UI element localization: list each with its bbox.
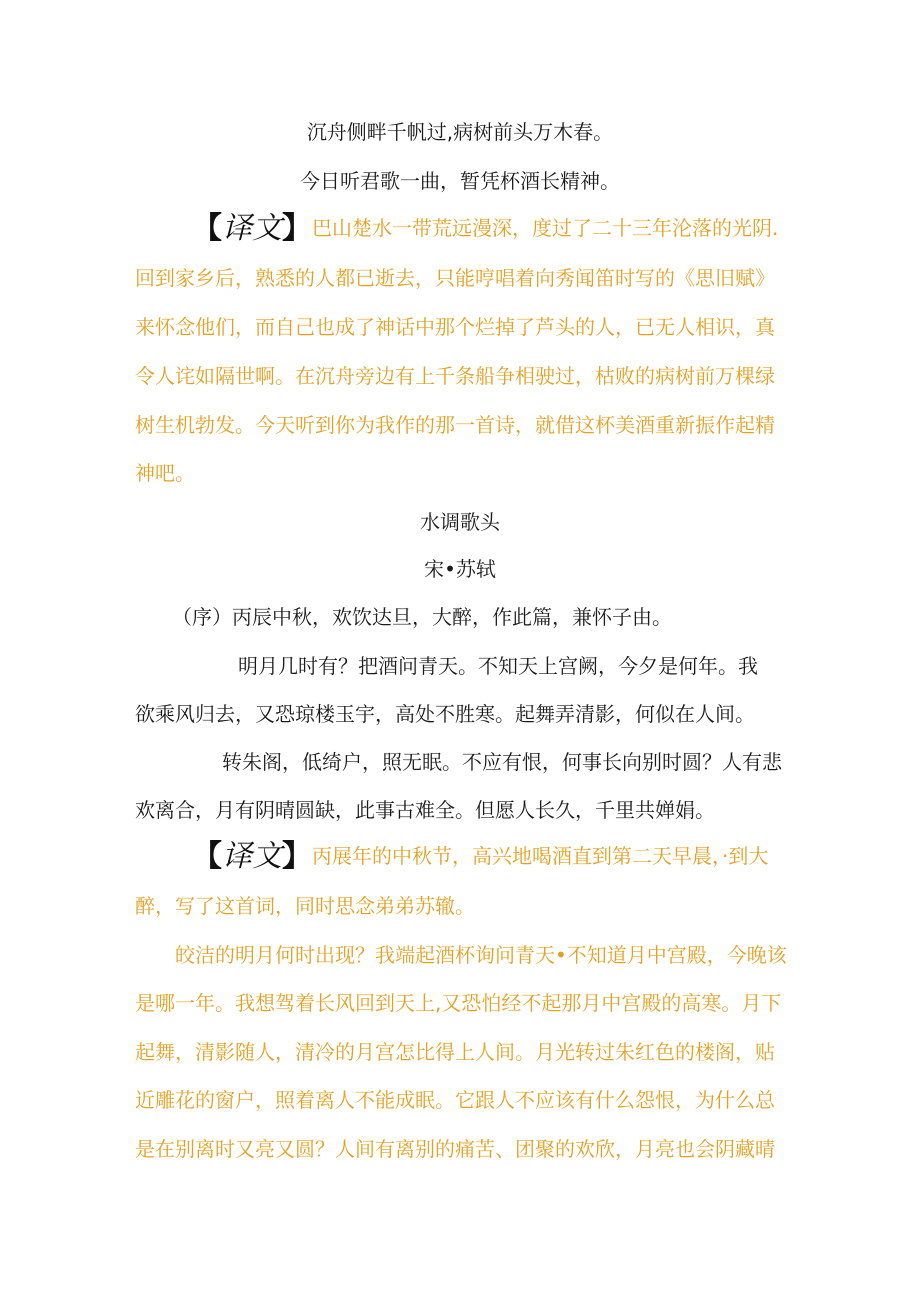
- translation-2-body-1: 皎洁的明月何时出现？我端起酒杯询问青天•不知道月中宫殿，今晚该: [175, 943, 787, 967]
- translation-tag: 译文: [222, 839, 282, 874]
- translation-tag-open: 【: [192, 211, 222, 246]
- translation-1-line-4: 令人诧如隔世啊。在沉舟旁边有上千条船争相驶过，枯败的病树前万棵绿: [135, 364, 775, 388]
- translation-2-line-1: [192, 839, 769, 874]
- poem-preface: （序）丙辰中秋，欢饮达旦，大醉，作此篇，兼怀子由。: [172, 605, 672, 629]
- translation-1-line-5: 树生机勃发。今天听到你为我作的那一首诗，就借这杯美酒重新振作起精: [135, 413, 775, 437]
- translation-2-body-3: 起舞，清影随人，清冷的月宫怎比得上人间。月光转过朱红色的楼阁，贴: [135, 1040, 775, 1064]
- translation-1-line-3: 来怀念他们，而自己也成了神话中那个烂掉了芦头的人，已无人相识，真: [135, 315, 775, 339]
- poem-stanza-2-line-2: 欢离合，月有阴晴圆缺，此事古难全。但愿人长久，千里共婵娟。: [135, 798, 715, 822]
- poem-line-3: 沉舟侧畔千帆过,病树前头万木春。: [306, 120, 614, 144]
- translation-2-text-1: 丙展年的中秋节，高兴地喝酒直到第二天早晨，·到大: [312, 844, 769, 868]
- translation-tag: 译文: [222, 211, 282, 246]
- translation-1-line-1: [192, 211, 779, 246]
- translation-1-text-1: 巴山楚水一带荒远漫深，度过了二十三年沦落的光阴.: [312, 216, 779, 240]
- poem-author: 宋•苏轼: [424, 557, 496, 581]
- translation-1-line-2: 回到家乡后，熟悉的人都已逝去，只能哼唱着向秀闻笛时写的《思旧赋》: [135, 266, 775, 290]
- poem-line-4: 今日听君歌一曲，暂凭杯酒长精神。: [300, 169, 620, 193]
- translation-tag-open: 【: [192, 839, 222, 874]
- translation-tag-close: 】: [282, 839, 312, 874]
- poem-stanza-2-line-1: 转朱阁，低绮户，照无眠。不应有恨，何事长向别时圆？人有悲: [222, 750, 782, 774]
- poem-stanza-1-line-1: 明月几时有？把酒问青天。不知天上宫阙，今夕是何年。我: [238, 654, 758, 678]
- poem-title: 水调歌头: [420, 510, 500, 534]
- translation-2-body-4: 近雕花的窗户，照着离人不能成眠。它跟人不应该有什么怨恨，为什么总: [135, 1088, 775, 1112]
- translation-1-line-6: 神吧。: [135, 461, 195, 485]
- translation-2-body-2: 是哪一年。我想驾着长风回到天上,又恐怕经不起那月中宫殿的高寒。月下: [135, 991, 782, 1015]
- poem-stanza-1-line-2: 欲乘风归去，又恐琼楼玉宇，高处不胜寒。起舞弄清影，何似在人间。: [135, 702, 755, 726]
- translation-2-line-2: 醉，写了这首词，同时思念弟弟苏辙。: [135, 894, 475, 918]
- translation-2-body-5: 是在别离时又亮又圆？人间有离别的痛苦、团聚的欢欣，月亮也会阴藏晴: [135, 1137, 775, 1161]
- translation-tag-close: 】: [282, 211, 312, 246]
